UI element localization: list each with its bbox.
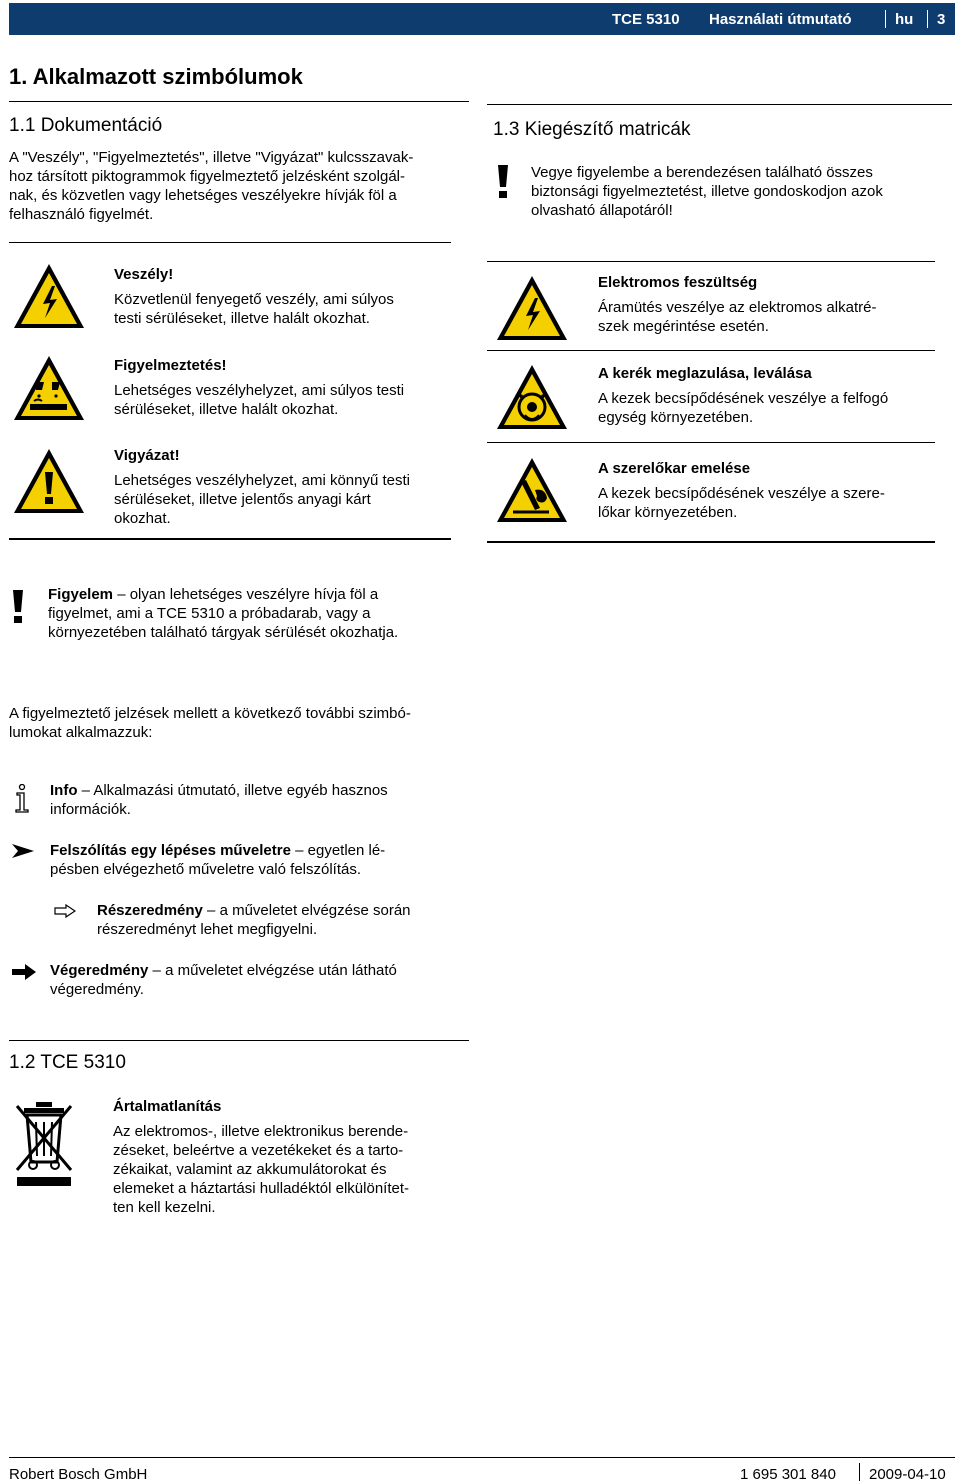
header-page-number: 3 (937, 11, 946, 28)
paragraph-line: Figyelem – olyan lehetséges veszélyre hívja föl a (48, 586, 379, 603)
warning-caution (114, 446, 459, 528)
divider (487, 261, 935, 262)
paragraph-line: elemeket a háztartási hulladéktól elkülönítet- (113, 1180, 410, 1197)
header-bar (9, 3, 955, 35)
symbol-line (50, 841, 470, 860)
paragraph-line: A figyelmeztető jelzések mellett a következő további szimbó- (9, 705, 411, 722)
paragraph-line: nak, és közvetlen vagy lehetséges veszélyekre hívják föl a (9, 187, 397, 204)
warning-line: szek megérintése esetén. (598, 318, 769, 335)
hand-crush-arm-icon (495, 456, 569, 524)
paragraph-line: biztonsági figyelmeztetést, illetve gondoskodjon azok (531, 183, 883, 200)
warning-line: Lehetséges veszélyhelyzet, ami könnyű testi (114, 472, 410, 489)
corrosive-warning-icon (12, 354, 86, 422)
footer-date: 2009-04-10 (869, 1466, 946, 1483)
stickers-paragraph (531, 163, 951, 220)
disposal-title: Ártalmatlanítás (113, 1098, 222, 1115)
footer-divider (9, 1457, 955, 1458)
bold-arrow-icon (11, 963, 37, 986)
symbol-line (50, 781, 470, 800)
paragraph-line: figyelmet, ami a TCE 5310 a próbadarab, vagy a (48, 605, 371, 622)
divider (487, 350, 935, 351)
warning-line: A kezek becsípődésének veszélye a felfogó (598, 390, 889, 407)
divider (487, 104, 952, 105)
warning-wheel (598, 364, 943, 427)
disposal-block (113, 1097, 473, 1217)
arrowhead-icon (11, 843, 35, 864)
notice-term: Figyelem (48, 586, 114, 603)
symbol-term: Info (50, 782, 78, 799)
header-separator (885, 10, 886, 28)
divider (487, 541, 935, 543)
exclamation-warning-icon (12, 447, 86, 515)
warning-line: Lehetséges veszélyhelyzet, ami súlyos testi (114, 382, 405, 399)
symbol-info (50, 781, 470, 819)
subsection-title-documentation: 1.1 Dokumentáció (9, 115, 163, 136)
warning-title: Elektromos feszültség (598, 274, 758, 291)
documentation-paragraph (9, 148, 479, 224)
symbol-final-result (50, 961, 470, 999)
symbol-line: részeredményt lehet megfigyelni. (97, 921, 318, 938)
paragraph-line: Az elektromos-, illetve elektronikus berende- (113, 1123, 409, 1140)
warning-title: Veszély! (114, 266, 174, 283)
paragraph-line: olvasható állapotáról! (531, 202, 673, 219)
paragraph-line: felhasználó figyelmét. (9, 206, 154, 223)
symbol-term: Felszólítás egy lépéses műveletre (50, 842, 291, 859)
footer-company: Robert Bosch GmbH (9, 1466, 148, 1483)
symbol-text: – a műveletet elvégzése során (202, 902, 411, 919)
symbols-intro (9, 704, 479, 742)
header-doc-type: Használati útmutató (709, 11, 852, 28)
symbol-line: pésben elvégezhető műveletre való felszólítás. (50, 861, 362, 878)
electric-warning-icon (12, 262, 86, 330)
exclamation-icon (11, 590, 25, 629)
electric-warning-icon (495, 274, 569, 342)
warning-arm (598, 459, 943, 522)
warning-line: sérüléseket, illetve jelentős anyagi kárt (114, 491, 371, 508)
symbol-line (50, 961, 470, 980)
paragraph-line: A "Veszély", "Figyelmeztetés", illetve "Vigyázat" kulcsszavak- (9, 149, 414, 166)
footer-doc-number: 1 695 301 840 (740, 1466, 836, 1483)
warning-title: Figyelmeztetés! (114, 357, 227, 374)
warning-line: Áramütés veszélye az elektromos alkatré- (598, 299, 877, 316)
section-title: 1. Alkalmazott szimbólumok (9, 64, 303, 89)
hollow-arrow-icon (54, 904, 76, 923)
divider (9, 1040, 469, 1041)
hand-crush-wheel-icon (495, 363, 569, 431)
paragraph-line: lumokat alkalmazzuk: (9, 724, 153, 741)
warning-line: testi sérüléseket, illetve halált okozhat. (114, 310, 370, 327)
divider (9, 538, 451, 540)
symbol-text: – egyetlen lé- (290, 842, 386, 859)
paragraph-line: környezetében található tárgyak sérülését okozhatja. (48, 624, 399, 641)
paragraph-line: hoz társított piktogrammok figyelmeztető jelzésként szolgál- (9, 168, 405, 185)
symbol-action (50, 841, 470, 879)
symbol-term: Részeredmény (97, 902, 203, 919)
warning-caution-serious (114, 356, 459, 419)
symbol-text: – Alkalmazási útmutató, illetve egyéb hasznos (77, 782, 388, 799)
exclamation-icon (496, 165, 510, 204)
header-separator (927, 10, 928, 28)
header-language: hu (895, 11, 914, 28)
warning-line: sérüléseket, illetve halált okozhat. (114, 401, 339, 418)
notice-text: olyan lehetséges veszélyre hívja föl a (129, 586, 379, 603)
warning-electric (598, 273, 943, 336)
warning-line: A kezek becsípődésének veszélye a szere- (598, 485, 885, 502)
notice-paragraph (48, 585, 468, 642)
warning-title: A szerelőkar emelése (598, 460, 751, 477)
subsection-title-tce: 1.2 TCE 5310 (9, 1052, 126, 1073)
divider (9, 242, 451, 243)
info-icon (11, 784, 33, 819)
paragraph-line: ten kell kezelni. (113, 1199, 216, 1216)
crossed-bin-icon (14, 1100, 74, 1193)
symbol-line (97, 901, 517, 920)
warning-line: egység környezetében. (598, 409, 754, 426)
symbol-line: információk. (50, 801, 131, 818)
warning-title: A kerék meglazulása, leválása (598, 365, 812, 382)
warning-line: okozhat. (114, 510, 171, 527)
symbol-line: végeredmény. (50, 981, 144, 998)
symbol-term: Végeredmény (50, 962, 149, 979)
warning-danger (114, 265, 459, 328)
header-product: TCE 5310 (612, 11, 680, 28)
warning-line: lőkar környezetében. (598, 504, 738, 521)
paragraph-line: zékaikat, valamint az akkumulátorokat és (113, 1161, 387, 1178)
warning-line: Közvetlenül fenyegető veszély, ami súlyos (114, 291, 394, 308)
warning-title: Vigyázat! (114, 447, 180, 464)
paragraph-line: Vegye figyelembe a berendezésen található összes (531, 164, 873, 181)
symbol-text: – a műveletet elvégzése után látható (148, 962, 397, 979)
paragraph-line: zéseket, beleértve a vezetékeket és a tarto- (113, 1142, 404, 1159)
footer-separator (859, 1463, 860, 1481)
subsection-title-stickers: 1.3 Kiegészítő matricák (493, 119, 691, 140)
symbol-intermediate-result (97, 901, 517, 939)
divider (487, 442, 935, 443)
divider (9, 101, 469, 102)
